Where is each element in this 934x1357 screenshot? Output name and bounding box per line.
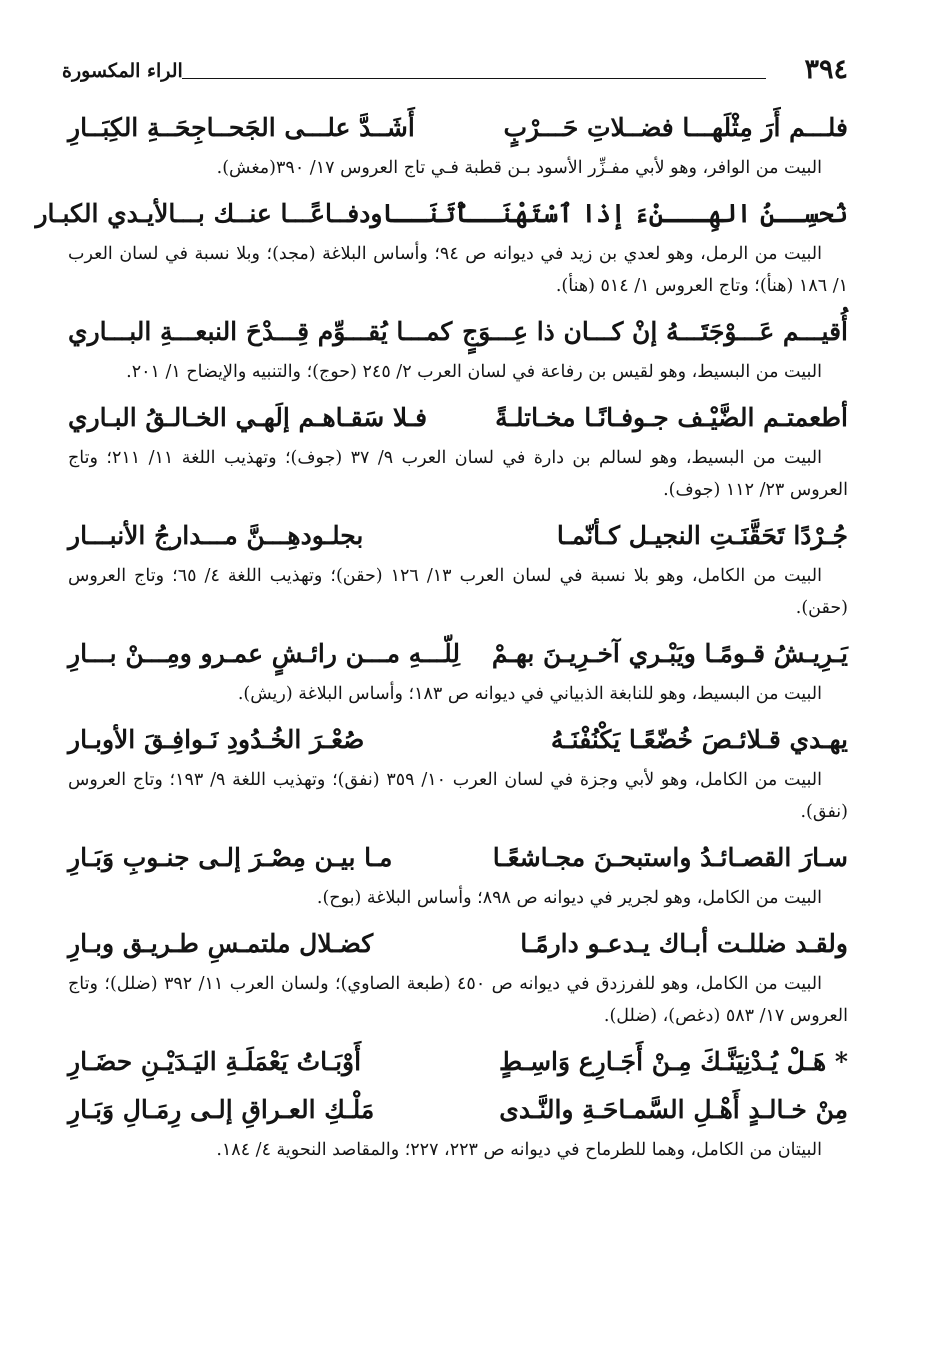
verse-entry — [68, 394, 848, 506]
verse-entry — [68, 920, 848, 1032]
verse-first-hemistich: * هَـلْ يُـدْنِيَنَّـكَ مِـنْ أَجَـارِع وَاسِـطٍ — [499, 1047, 848, 1076]
verse-second-hemistich: صُعْـرَ الخُـدُودِ نَـوافِـقَ الأوبـار — [68, 725, 365, 754]
verse-line — [68, 716, 848, 764]
verse-entry — [68, 1038, 848, 1166]
verse-second-hemistich: فـلا سَقـاهـم إلَهـي الخـالـقُ البـاري — [68, 403, 428, 432]
verse-second-hemistich: كضـلال ملتمـسِ طـريـق وبـارِ — [68, 929, 374, 958]
verse-note: البيت من الرمل، وهو لعدي بن زيد في ديوانه ص ٩٤؛ وأساس البلاغة (مجد)؛ وبلا نسبة في لسان العرب ١/ ١٨٦ (هنأ)؛ وتاج العروس ١/ ٥١٤ (هنأ). — [68, 244, 848, 296]
verse-note: البيت من الكامل، وهو بلا نسبة في لسان العرب ١٣/ ١٢٦ (حقن)؛ وتهذيب اللغة ٤/ ٦٥؛ وتاج العروس (حقن). — [68, 566, 848, 618]
verse-note: البيت من البسيط، وهو لسالم بن دارة في لسان العرب ٩/ ٣٧ (جوف)؛ وتهذيب اللغة ١١/ ٢١١؛ وتاج العروس ٢٣/ ١١٢ (جوف). — [68, 448, 848, 500]
verse-note: البيت من البسيط، وهو للنابغة الذبياني في ديوانه ص ١٨٣؛ وأساس البلاغة (ريش). — [237, 684, 822, 704]
verse-entry — [68, 630, 848, 710]
verse-note: البيتان من الكامل، وهما للطرماح في ديوانه ص ٢٢٣، ٢٢٧؛ والمقاصد النحوية ٤/ ١٨٤. — [216, 1140, 822, 1160]
page-number: ٣٩٤ — [804, 54, 848, 85]
page-header — [62, 54, 848, 94]
verse-first-hemistich: نُحسِــنُ الهِـــنْءَ إذا ٱسْتَهْنَــأْتَنَــا — [382, 199, 848, 228]
verse-line — [68, 512, 848, 560]
verse-second-hemistich: مـا بيـن مِصْـرَ إلـى جنـوبِ وَبَـارِ — [68, 843, 393, 872]
running-title: الراء المكسورة — [62, 60, 183, 82]
verse-first-hemistich: فلـــم أَرَ مِثْلَهـــا فضــلاتِ حَـــرْبٍ — [503, 113, 848, 142]
verse-entry — [68, 716, 848, 828]
verse-second-hemistich: مَلْـكِ العـراقِ إلـى رِمَـالِ وَبَـارِ — [68, 1095, 375, 1124]
verse-entry — [68, 834, 848, 914]
verse-entry — [35, 190, 848, 302]
verse-line — [68, 104, 848, 152]
verse-first-hemistich: أُقيـــم عَـــوْجَتَـــهُ إنْ كـــان ذا عِـــوَجٍ — [462, 317, 848, 346]
page-body — [35, 104, 848, 1172]
verse-second-hemistich: أَشَــدَّ علـــى الجَحــاجِحَــةِ الكِبَــارِ — [68, 113, 415, 142]
verse-line — [68, 834, 848, 882]
verse-line — [68, 920, 848, 968]
verse-first-hemistich: أطعمتـم الضَّيْـف جـوفـانًـا مخـاتلـةً — [495, 403, 848, 432]
verse-line — [35, 190, 848, 238]
verse-note: البيت من البسيط، وهو لقيس بن رفاعة في لسان العرب ٢/ ٢٤٥ (حوج)؛ والتنبيه والإيضاح ١/ ٢٠١. — [126, 362, 822, 382]
verse-line — [68, 630, 848, 678]
verse-note: البيت من الوافر، وهو لأبي مفـزِّر الأسود بـن قطبة فـي تاج العروس ١٧/ ٣٩٠(مغش). — [216, 158, 822, 178]
verse-second-hemistich: ودفــاعًـــا عنــك بـــالأيـدي الكبـار — [35, 199, 383, 228]
verse-entry — [68, 104, 848, 184]
verse-line — [68, 1086, 848, 1134]
verse-first-hemistich: يَـرِيـشُ قـومًـا ويَبْـري آخـرِيـنَ بهـمْ — [491, 639, 848, 668]
verse-first-hemistich: يهـدي قـلائـصَ خُضّعًـا يَكْنُفْنَـهُ — [550, 725, 848, 754]
verse-entry — [68, 512, 848, 624]
verse-note: البيت من الكامل، وهو لأبي وجزة في لسان العرب ١٠/ ٣٥٩ (نفق)؛ وتهذيب اللغة ٩/ ١٩٣؛ وتاج العروس (نفق). — [68, 770, 848, 822]
verse-entry — [68, 308, 848, 388]
verse-line — [68, 394, 848, 442]
verse-note: البيت من الكامل، وهو للفرزدق في ديوانه ص ٤٥٠ (طبعة الصاوي)؛ ولسان العرب ١١/ ٣٩٢ (ضلل)؛ وتاج العروس ١٧/ ٥٨٣ (دغص)، (ضلل). — [68, 974, 848, 1026]
verse-second-hemistich: كمـــا يُقـــوِّم قِـــدْحَ النبعـــةِ البـــاري — [68, 317, 453, 346]
verse-first-hemistich: جُـرْدًا تَحَقَّنَـتِ النجيـل كـأنّمـا — [556, 521, 848, 550]
verse-second-hemistich: لِلّـــهِ مـــن رائـشٍ عمـرو ومِـــنْ بـــارِ — [68, 639, 461, 668]
verse-line — [68, 1038, 848, 1086]
verse-first-hemistich: سـارَ القصـائـدُ واستبحـنَ مجـاشعًـا — [492, 843, 848, 872]
verse-second-hemistich: بجلـودهِـــنَّ مـــدارجُ الأنبـــار — [68, 521, 364, 550]
verse-line — [68, 308, 848, 356]
verse-first-hemistich: ولقـد ضللـت أبـاك يـدعـو دارمًـا — [520, 929, 848, 958]
header-rule — [182, 78, 766, 79]
verse-first-hemistich: مِنْ خـالـدٍ أَهْـلِ السَّمـاحَـةِ والنَّـدى — [499, 1095, 848, 1124]
verse-note: البيت من الكامل، وهو لجرير في ديوانه ص ٨٩٨؛ وأساس البلاغة (بوح). — [316, 888, 822, 908]
verse-second-hemistich: أَوْبَـاتُ يَعْمَلَـةِ اليَـدَيْـنِ حضَـارِ — [68, 1047, 362, 1076]
